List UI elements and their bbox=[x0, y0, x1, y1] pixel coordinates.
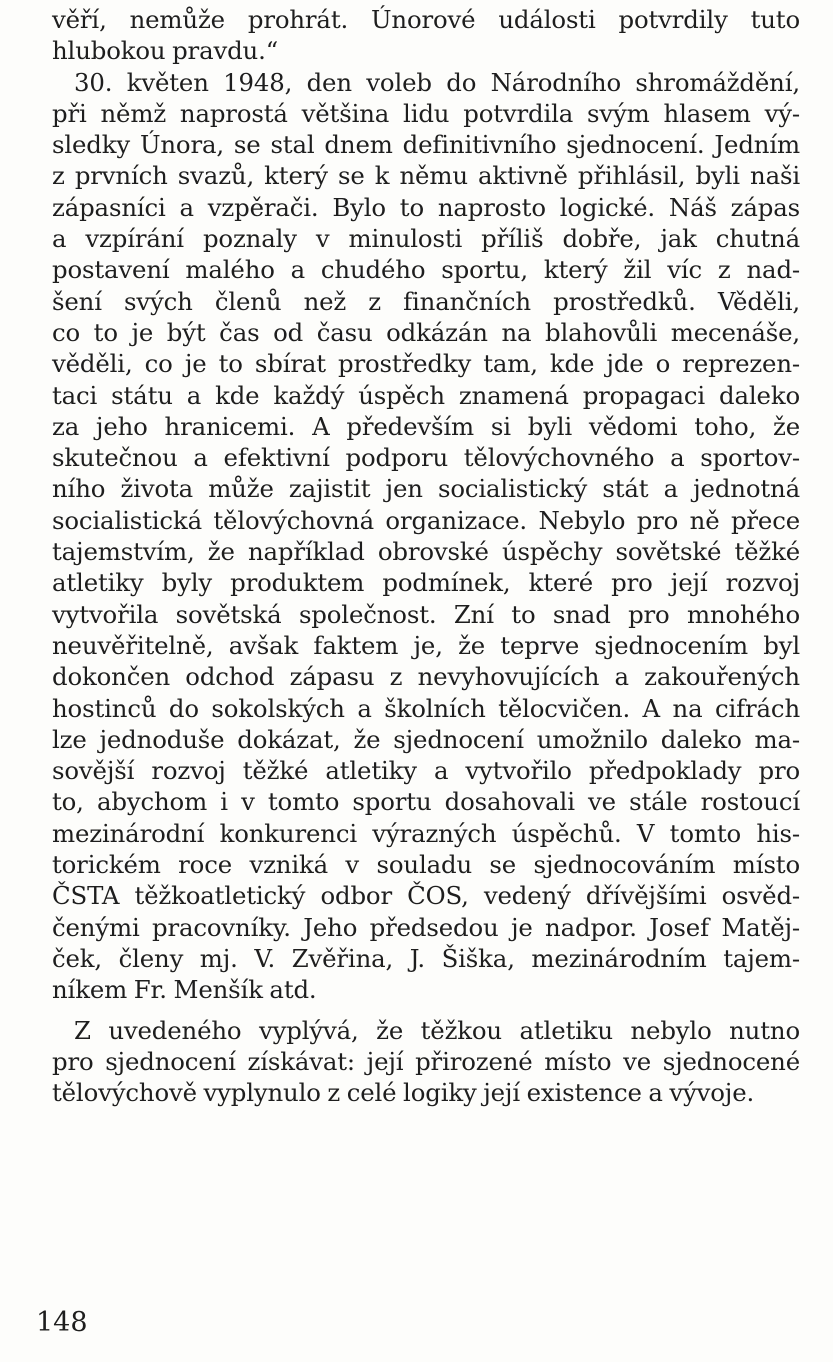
text-line: Z uvedeného vyplývá, že těžkou atletiku nebylo nutno bbox=[74, 1015, 800, 1045]
text-line: ního života může zajistit jen socialistický stát a jednotná bbox=[52, 474, 800, 504]
text-line: z prvních svazů, který se k němu aktivně přihlásil, byli naši bbox=[52, 161, 800, 191]
text-line: neuvěřitelně, avšak faktem je, že teprve sjednocením byl bbox=[52, 630, 800, 660]
text-line: taci státu a kde každý úspěch znamená propagaci daleko bbox=[52, 380, 800, 410]
paragraph bbox=[52, 1015, 800, 1109]
text-line: to, abychom i v tomto sportu dosahovali ve stále rostoucí bbox=[52, 787, 800, 817]
paragraph-gap bbox=[52, 1006, 800, 1015]
text-line: 30. květen 1948, den voleb do Národního shromáždění, bbox=[74, 67, 800, 97]
text-line: věří, nemůže prohrát. Únorové události potvrdily tuto bbox=[52, 5, 800, 34]
text-line: socialistická tělovýchovná organizace. Nebylo pro ně přece bbox=[52, 505, 800, 535]
text-line: ček, členy mj. V. Zvěřina, J. Šiška, mezinárodním tajem- bbox=[52, 943, 800, 973]
text-line: co to je být čas od času odkázán na blahovůli mecenáše, bbox=[52, 317, 800, 347]
text-line: tajemstvím, že například obrovské úspěchy sovětské těžké bbox=[52, 537, 800, 567]
text-line: pro sjednocení získávat: její přirozené místo ve sjednocené bbox=[52, 1046, 800, 1076]
paragraph bbox=[52, 4, 800, 67]
text-line: tělovýchově vyplynulo z celé logiky její existence a vývoje. bbox=[52, 1078, 755, 1108]
text-line: při němž naprostá většina lidu potvrdila svým hlasem vý- bbox=[52, 98, 800, 128]
text-line: čenými pracovníky. Jeho předsedou je nadpor. Josef Matěj- bbox=[52, 912, 800, 942]
body-text bbox=[52, 4, 800, 1108]
text-line: sovější rozvoj těžké atletiky a vytvořilo předpoklady pro bbox=[52, 756, 800, 786]
text-line: mezinárodní konkurenci výrazných úspěchů. V tomto his- bbox=[52, 818, 800, 848]
text-line: níkem Fr. Menšík atd. bbox=[52, 975, 317, 1005]
text-line: věděli, co je to sbírat prostředky tam, kde jde o reprezen- bbox=[52, 349, 800, 379]
text-line: hlubokou pravdu.“ bbox=[52, 36, 279, 66]
text-line: hostinců do sokolských a školních tělocvičen. A na cifrách bbox=[52, 693, 800, 723]
text-line: dokončen odchod zápasu z nevyhovujících a zakouřených bbox=[52, 662, 800, 692]
text-line: lze jednoduše dokázat, že sjednocení umožnilo daleko ma- bbox=[52, 724, 800, 754]
page-number: 148 bbox=[36, 1307, 88, 1338]
text-line: sledky Února, se stal dnem definitivního sjednocení. Jedním bbox=[52, 130, 800, 160]
text-line: atletiky byly produktem podmínek, které pro její rozvoj bbox=[52, 568, 800, 598]
text-line: ČSTA těžkoatletický odbor ČOS, vedený dřívějšími osvěd- bbox=[52, 881, 800, 911]
text-line: zápasníci a vzpěrači. Bylo to naprosto logické. Náš zápas bbox=[52, 192, 800, 222]
text-line: za jeho hranicemi. A především si byli vědomi toho, že bbox=[52, 411, 800, 441]
text-line: šení svých členů než z finančních prostředků. Věděli, bbox=[52, 286, 800, 316]
text-line: a vzpírání poznaly v minulosti příliš dobře, jak chutná bbox=[52, 224, 800, 254]
paragraph bbox=[52, 67, 800, 1006]
text-line: skutečnou a efektivní podporu tělovýchovného a sportov- bbox=[52, 443, 800, 473]
text-line: torickém roce vzniká v souladu se sjednocováním místo bbox=[52, 850, 800, 880]
text-line: vytvořila sovětská společnost. Zní to snad pro mnohého bbox=[52, 599, 800, 629]
text-line: postavení malého a chudého sportu, který žil víc z nad- bbox=[52, 255, 800, 285]
